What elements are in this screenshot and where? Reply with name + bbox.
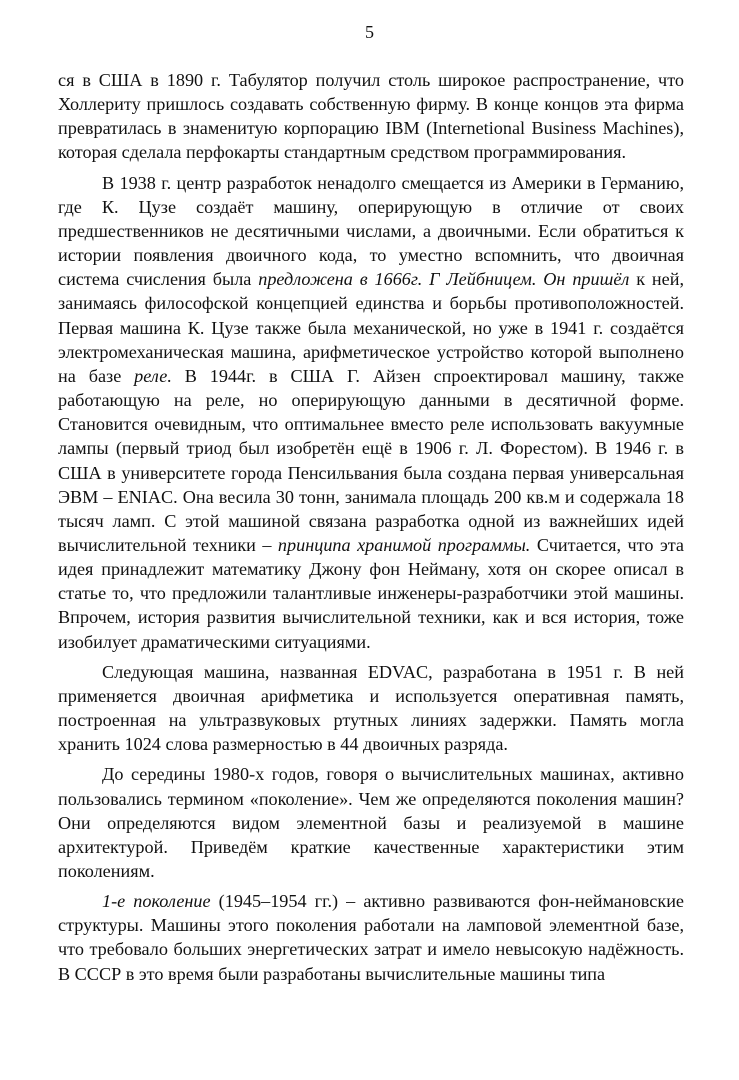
italic-text-run: реле. (134, 365, 172, 386)
paragraph-4 (58, 762, 684, 883)
italic-text-run: принципа хранимой программы. (277, 534, 531, 555)
text-run: к ней, занимаясь философской концепцией единства и борьбы противоположностей. Первая машина К. Цузе также была механической, но уже в 1941 г. создаётся электромеханическая машина, арифметическое устройство которой выполнено на базе (58, 269, 684, 386)
page-number: 5 (365, 22, 374, 42)
italic-text-run: 1-е поколение (102, 891, 211, 912)
body-text (58, 68, 684, 986)
paragraph-1 (58, 68, 684, 165)
text-run: В 1938 г. центр разработок ненадолго смещается из Америки в Германию, где К. Цузе создаёт машину, оперирующую в отличие от своих предшественников не десятичными числами, а двоичными. Если обратиться к истории появления двоичного кода, то уместно вспомнить, что двоичная система счисления была (58, 172, 684, 290)
paragraph-5 (58, 889, 684, 986)
text-run: В 1944г. в США Г. Айзен спроектировал машину, также работающую на реле, но оперирующую данными в десятичной форме. Становится очевидным, что оптимальнее вместо реле использовать вакуумные лампы (первый триод был изобретён ещё в 1906 г. Л. Форестом). В 1946 г. в США в университете города Пенсильвания была создана первая универсальная ЭВМ – ENIAC. Она весила 30 тонн, занимала площадь 200 кв.м и содержала 18 тысяч ламп. С этой машиной связана разработка одной из важнейших идей вычислительной техники – (58, 365, 684, 555)
text-run: Следующая машина, названная EDVAC, разработана в 1951 г. В ней применяется двоичная арифметика и используется оперативная память, построенная на ультразвуковых ртутных линиях задержки. Память могла хранить 1024 слова размерностью в 44 двоичных разряда. (58, 661, 684, 755)
paragraph-2 (58, 171, 684, 654)
text-run: До середины 1980-х годов, говоря о вычислительных машинах, активно пользовались термином «поколение». Чем же определяются поколения машин? Они определяются видом элементной базы и реализуемой в машине архитектурой. Приведём краткие качественные характеристики этим поколениям. (58, 764, 684, 881)
text-run: Считается, что эта идея принадлежит математику Джону фон Нейману, хотя он скорее описал в статье то, что предложили талантливые инженеры-разработчики этой машины. Впрочем, история развития вычислительной техники, как и вся история, тоже изобилует драматическими ситуациями. (58, 534, 684, 652)
text-run: (1945–1954 гг.) – активно развиваются фон-неймановские структуры. Машины этого поколения работали на ламповой элементной базе, что требовало больших энергетических затрат и имело невысокую надёжность. В СССР в это время были разработаны вычислительные машины типа (58, 891, 684, 984)
italic-text-run: предложена в 1666г. Г Лейбницем. Он пришёл (258, 269, 630, 290)
text-run: ся в США в 1890 г. Табулятор получил столь широкое распространение, что Холлериту пришлось создавать собственную фирму. В конце концов эта фирма превратилась в знаменитую корпорацию IBM (Internetional Business Machines), которая сделала перфокарты стандартным средством программирования. (58, 70, 684, 163)
paragraph-3 (58, 660, 684, 757)
